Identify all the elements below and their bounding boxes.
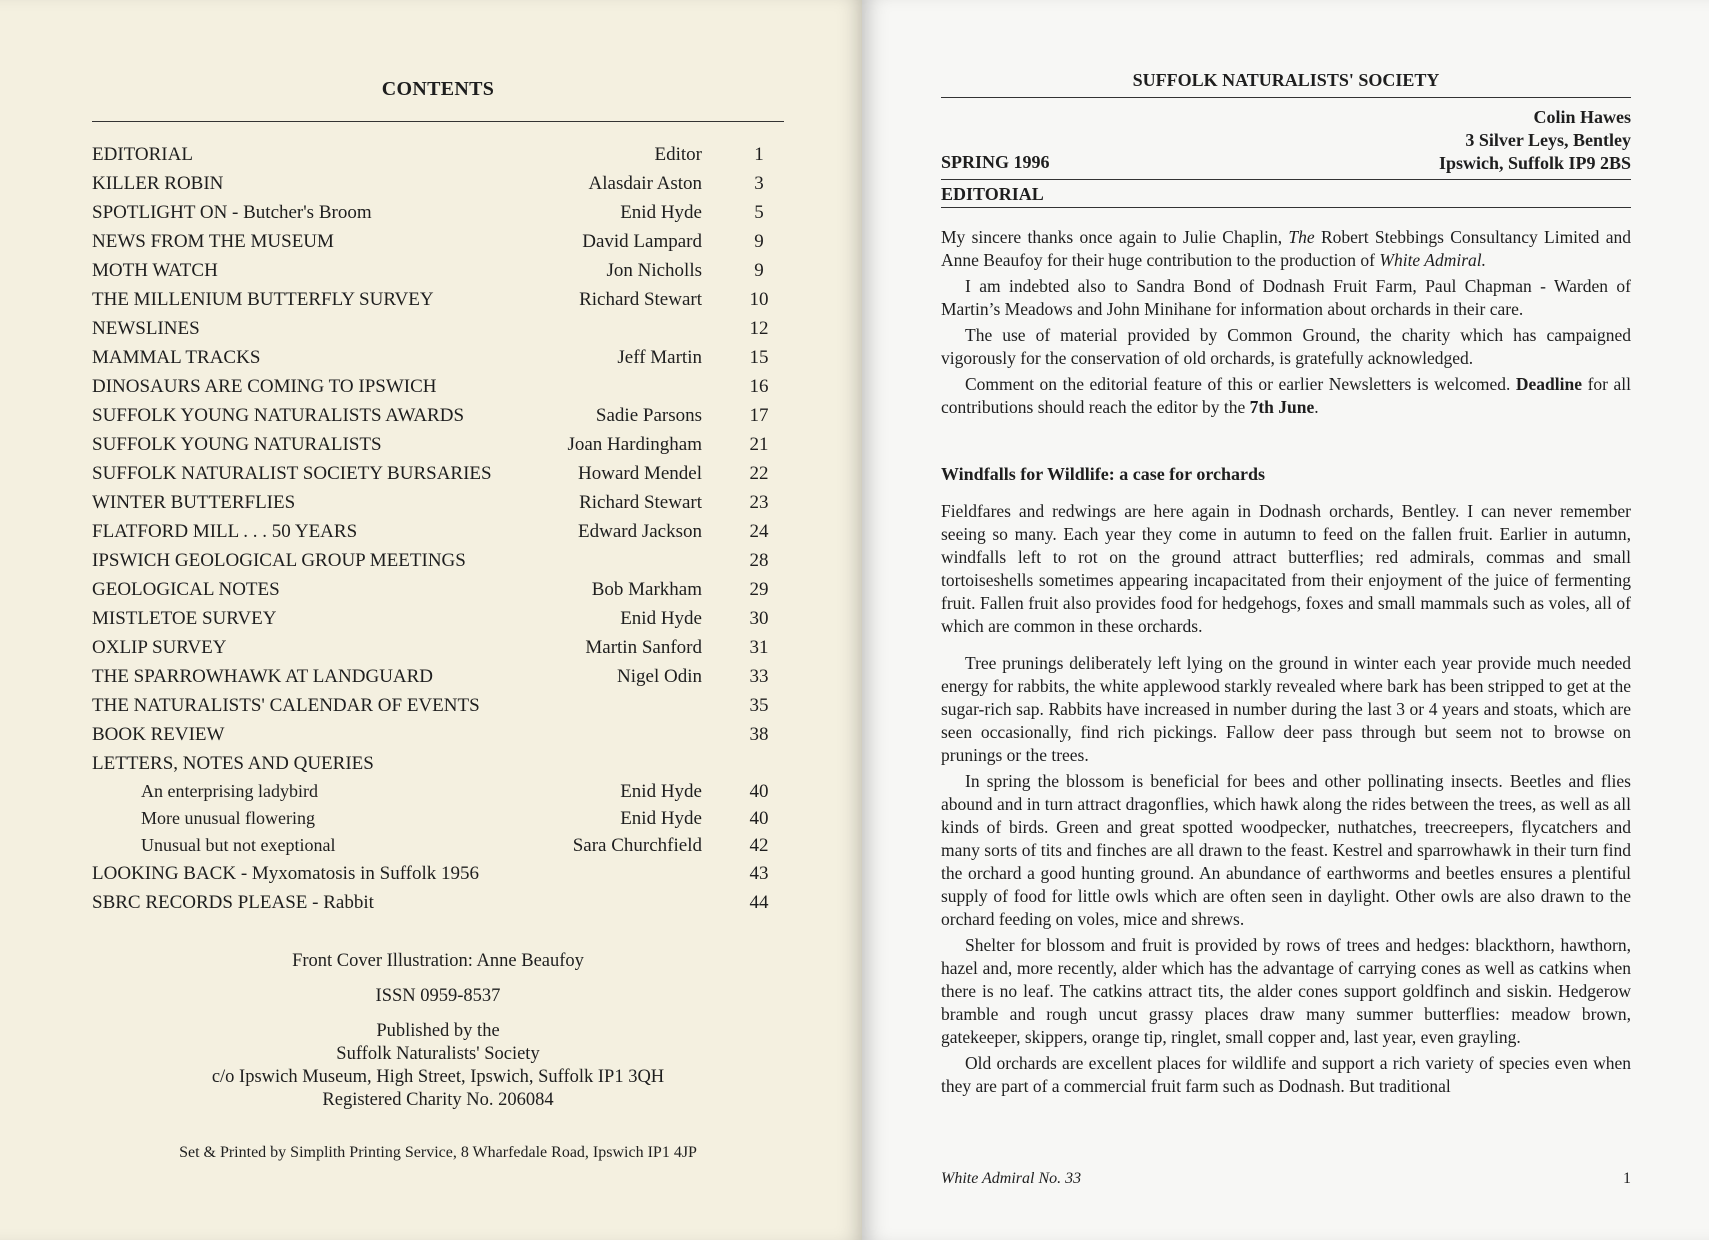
contents-entry-author: Martin Sanford <box>585 637 702 658</box>
publisher-line-1: Published by the <box>376 1021 500 1041</box>
paragraph-thanks <box>941 226 1631 272</box>
text-span-bold: Deadline <box>1515 374 1583 394</box>
contents-entry-title: NEWSLINES <box>92 318 200 339</box>
contents-entry <box>92 720 784 749</box>
contents-entry <box>92 859 784 888</box>
header-rule-top <box>941 97 1631 98</box>
contents-entry-title: BOOK REVIEW <box>92 724 225 745</box>
contents-entry-title: SBRC RECORDS PLEASE - Rabbit <box>92 892 374 913</box>
text-span-italic: White Admiral. <box>1379 250 1486 270</box>
contents-entry <box>92 805 784 832</box>
address-line-2: 3 Silver Leys, Bentley <box>1465 130 1631 150</box>
paragraph-indebted: I am indebted also to Sandra Bond of Dodnash Fruit Farm, Paul Chapman - Warden of Martin’s Meadows and John Minihane for information about orchards in their care. <box>941 276 1631 319</box>
society-heading: SUFFOLK NATURALISTS' SOCIETY <box>1132 70 1440 90</box>
contents-entry <box>92 604 784 633</box>
contents-entry-page: 1 <box>754 144 764 165</box>
header-rule-bottom <box>941 207 1631 208</box>
contents-entry-page: 15 <box>749 347 769 368</box>
text-span: Robert Stebbings Consultancy Limited and Anne Beaufoy for their huge contribution to the production of <box>941 227 1632 270</box>
contents-entry-page: 10 <box>749 289 769 310</box>
contents-entry-title: WINTER BUTTERFLIES <box>92 492 296 513</box>
paragraph-old-orchards: Old orchards are excellent places for wildlife and support a rich variety of species even when they are part of a commercial fruit farm such as Dodnash. But traditional <box>941 1053 1631 1096</box>
contents-entry-page: 40 <box>749 808 769 829</box>
article-subheading: Windfalls for Wildlife: a case for orchards <box>941 464 1266 484</box>
contents-entry-page: 38 <box>749 724 769 745</box>
contents-entry-page: 9 <box>754 231 764 252</box>
address-line-1: Colin Hawes <box>1533 107 1631 127</box>
contents-entry-title: SPOTLIGHT ON - Butcher's Broom <box>92 202 372 223</box>
contents-entry-title: SUFFOLK YOUNG NATURALISTS AWARDS <box>92 405 465 426</box>
contents-entry-title: LOOKING BACK - Myxomatosis in Suffolk 1956 <box>92 863 480 884</box>
cover-credit: Front Cover Illustration: Anne Beaufoy <box>292 951 584 971</box>
contents-entry <box>92 778 784 805</box>
contents-divider <box>92 121 784 122</box>
address-line-3: Ipswich, Suffolk IP9 2BS <box>1438 153 1631 173</box>
contents-entry <box>92 488 784 517</box>
contents-entry-author: Joan Hardingham <box>567 434 702 455</box>
contents-entry-page: 40 <box>749 781 769 802</box>
printer-credit: Set & Printed by Simplith Printing Service, 8 Wharfedale Road, Ipswich IP1 4JP <box>179 1144 697 1161</box>
contents-entry-title: OXLIP SURVEY <box>92 637 227 658</box>
contents-entry-page: 43 <box>749 863 769 884</box>
text-span: for all contributions should reach the editor by the <box>941 374 1631 417</box>
contents-entry-title: An enterprising ladybird <box>141 781 318 801</box>
contents-entry <box>92 832 784 859</box>
contents-entry-author: Bob Markham <box>591 579 702 600</box>
contents-entry <box>92 343 784 372</box>
contents-title: CONTENTS <box>381 78 495 100</box>
contents-entry-author: Richard Stewart <box>579 492 702 513</box>
contents-entry-title: IPSWICH GEOLOGICAL GROUP MEETINGS <box>92 550 466 571</box>
contents-entry-author: Enid Hyde <box>620 808 702 829</box>
contents-entry <box>92 256 784 285</box>
contents-entry-title: MOTH WATCH <box>92 260 218 281</box>
contents-entry <box>92 198 784 227</box>
issn: ISSN 0959-8537 <box>375 986 501 1006</box>
contents-entry-page: 29 <box>749 579 769 600</box>
contents-entry-author: Sadie Parsons <box>595 405 702 426</box>
contents-entry-title: LETTERS, NOTES AND QUERIES <box>92 753 374 774</box>
contents-entry-title: DINOSAURS ARE COMING TO IPSWICH <box>92 376 437 397</box>
contents-entry <box>92 662 784 691</box>
contents-entry-author: Enid Hyde <box>620 781 702 802</box>
contents-entry <box>92 633 784 662</box>
contents-entry-page: 42 <box>749 835 769 856</box>
contents-entry-page: 17 <box>749 405 769 426</box>
text-span-italic: The <box>1288 227 1315 247</box>
editor-address <box>1439 106 1631 175</box>
contents-entry-page: 44 <box>749 892 769 913</box>
contents-entry-page: 23 <box>749 492 769 513</box>
contents-entry-author: Jon Nicholls <box>606 260 702 281</box>
header-rule-middle <box>941 179 1631 180</box>
contents-entry <box>92 459 784 488</box>
contents-entry-page: 16 <box>749 376 769 397</box>
contents-list <box>92 140 784 917</box>
article-body <box>941 500 1631 1101</box>
contents-entry-author: Edward Jackson <box>578 521 702 542</box>
contents-entry-page: 24 <box>749 521 769 542</box>
contents-entry-page: 5 <box>754 202 764 223</box>
contents-entry-title: FLATFORD MILL . . . 50 YEARS <box>92 521 358 542</box>
text-span: Comment on the editorial feature of this or earlier Newsletters is welcomed. <box>965 374 1516 394</box>
contents-entry-page: 9 <box>754 260 764 281</box>
contents-entry-author: Alasdair Aston <box>588 173 702 194</box>
text-span: . <box>1314 397 1319 417</box>
contents-entry <box>92 372 784 401</box>
contents-entry <box>92 401 784 430</box>
contents-entry-page: 30 <box>749 608 769 629</box>
text-span-bold: 7th June <box>1249 397 1315 417</box>
publisher-line-2: Suffolk Naturalists' Society <box>336 1044 540 1064</box>
contents-entry-title: MISTLETOE SURVEY <box>92 608 277 629</box>
contents-entry-author: David Lampard <box>582 231 702 252</box>
contents-entry-author: Jeff Martin <box>617 347 702 368</box>
contents-entry-title: Unusual but not exeptional <box>141 835 336 855</box>
section-label: EDITORIAL <box>941 184 1044 204</box>
issue-season: SPRING 1996 <box>941 152 1050 172</box>
contents-entry <box>92 227 784 256</box>
contents-entry <box>92 749 784 778</box>
text-span: My sincere thanks once again to Julie Chaplin, <box>941 227 1289 247</box>
contents-entry-page: 22 <box>749 463 769 484</box>
contents-entry-title: More unusual flowering <box>141 808 315 828</box>
contents-entry-author: Richard Stewart <box>579 289 702 310</box>
contents-entry <box>92 691 784 720</box>
contents-entry <box>92 314 784 343</box>
contents-entry-author: Howard Mendel <box>578 463 702 484</box>
paragraph-common-ground: The use of material provided by Common Ground, the charity which has campaigned vigorously for the conservation of old orchards, is gratefully acknowledged. <box>941 325 1631 368</box>
contents-entry-author: Enid Hyde <box>620 202 702 223</box>
publisher-line-3: c/o Ipswich Museum, High Street, Ipswich, Suffolk IP1 3QH <box>211 1067 665 1087</box>
paragraph-shelter: Shelter for blossom and fruit is provided by rows of trees and hedges: blackthorn, hawthorn, hazel and, more recently, alder which has the advantage of carrying cones as well as catkins when there is no leaf. The catkins attract tits, the alder cones support goldfinch and siskin. Hedgerow bramble and rough uncut grassy places draw many summer butterflies: meadow brown, gatekeeper, skippers, orange tip, ringlet, small copper and, last year, even grayling. <box>941 935 1631 1047</box>
contents-entry-title: NEWS FROM THE MUSEUM <box>92 231 334 252</box>
contents-entry-title: SUFFOLK NATURALIST SOCIETY BURSARIES <box>92 463 492 484</box>
contents-entry <box>92 888 784 917</box>
publisher-line-4: Registered Charity No. 206084 <box>322 1090 554 1110</box>
colophon <box>92 950 784 1112</box>
paragraph-deadline <box>941 373 1631 419</box>
contents-entry <box>92 575 784 604</box>
contents-entry-page: 31 <box>749 637 769 658</box>
paragraph-prunings: Tree prunings deliberately left lying on the ground in winter each year provide much needed energy for rabbits, the white applewood starkly revealed where bark has been stripped to get at the sugar-rich sap. Rabbits have increased in number during the last 3 or 4 years and stoats, which are seen occasionally, find rich pickings. Fallow deer pass through but seem not to browse on prunings or the trees. <box>941 653 1631 765</box>
footer-page-number: 1 <box>1623 1170 1631 1187</box>
contents-entry-author: Enid Hyde <box>620 608 702 629</box>
contents-entry-page: 3 <box>754 173 764 194</box>
paragraph-blossom: In spring the blossom is beneficial for bees and other pollinating insects. Beetles and flies abound and in turn attract dragonflies, which hawk along the rides between the trees, as well as all kinds of birds. Green and great spotted woodpecker, nuthatches, treecreepers, flycatchers and many sorts of tits and finches are all drawn to the feast. Kestrel and sparrowhawk in their turn find the orchard a good hunting ground. An abundance of earthworms and beetles ensures a plentiful supply of food for little owls which are often seen in daylight. Other owls are also drawn to the orchard feeding on voles, mice and shrews. <box>941 771 1631 929</box>
contents-entry-author: Editor <box>654 144 702 165</box>
contents-entry-title: KILLER ROBIN <box>92 173 224 194</box>
contents-entry-author: Sara Churchfield <box>572 835 702 856</box>
contents-entry-page: 35 <box>749 695 769 716</box>
contents-entry-title: MAMMAL TRACKS <box>92 347 261 368</box>
editorial-body <box>941 226 1631 422</box>
contents-entry <box>92 430 784 459</box>
contents-entry-title: THE MILLENIUM BUTTERFLY SURVEY <box>92 289 434 310</box>
contents-entry <box>92 140 784 169</box>
contents-entry-page: 28 <box>749 550 769 571</box>
contents-entry-page: 12 <box>749 318 769 339</box>
contents-entry-title: SUFFOLK YOUNG NATURALISTS <box>92 434 382 455</box>
contents-entry <box>92 169 784 198</box>
contents-entry-title: THE NATURALISTS' CALENDAR OF EVENTS <box>92 695 480 716</box>
contents-entry <box>92 285 784 314</box>
contents-entry <box>92 517 784 546</box>
contents-entry-title: EDITORIAL <box>92 144 193 165</box>
footer-publication: White Admiral No. 33 <box>941 1170 1082 1187</box>
paragraph-fieldfares: Fieldfares and redwings are here again in Dodnash orchards, Bentley. I can never remember seeing so many. Each year they come in autumn to feed on the fallen fruit. Earlier in autumn, windfalls left to rot on the ground attract butterflies; red admirals, commas and small tortoiseshells sometimes appearing incapacitated from their enjoyment of the juice of fermenting fruit. Fallen fruit also provides food for hedgehogs, foxes and small mammals such as voles, all of which are common in these orchards. <box>941 501 1631 636</box>
contents-entry-title: THE SPARROWHAWK AT LANDGUARD <box>92 666 434 687</box>
contents-entry <box>92 546 784 575</box>
contents-entry-page: 21 <box>749 434 769 455</box>
contents-entry-title: GEOLOGICAL NOTES <box>92 579 280 600</box>
contents-entry-author: Nigel Odin <box>617 666 702 687</box>
contents-entry-page: 33 <box>749 666 769 687</box>
